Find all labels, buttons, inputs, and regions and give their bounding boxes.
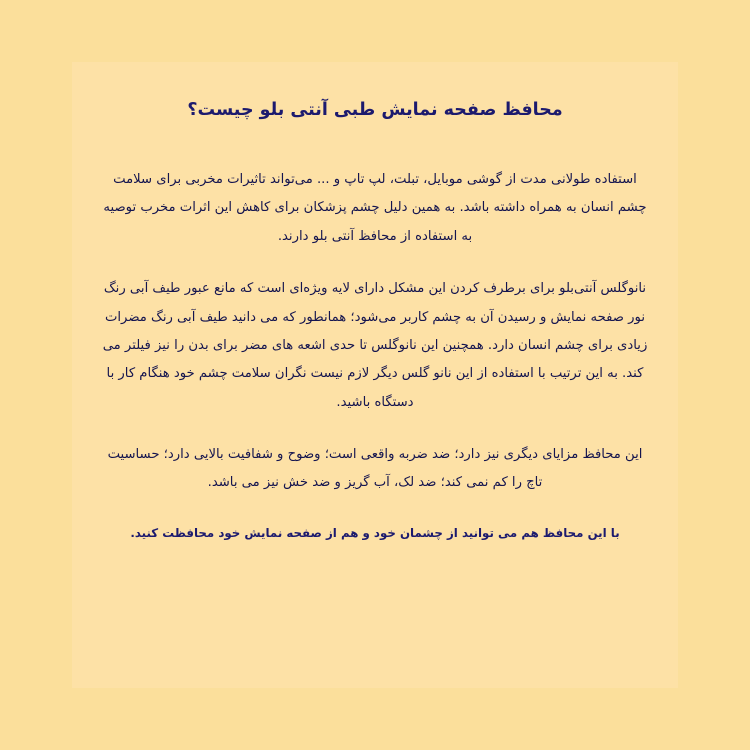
paragraph-1: استفاده طولانی مدت از گوشی موبایل، تبلت، لپ تاپ و ... می‌تواند تاثیرات مخربی برای سلامت چشم انسان به همراه داشته باشد. به همین دلیل چشم پزشکان برای کاهش این اثرات مخرب توصیه به استفاده از محافظ آنتی بلو دارند. — [103, 172, 647, 244]
page-title: محافظ صفحه نمایش طبی آنتی بلو چیست؟ — [187, 100, 563, 120]
closing-note: با این محافظ هم می توانید از چشمان خود و هم از صفحه نمایش خود محافظت کنید. — [130, 525, 620, 540]
document-body — [72, 62, 678, 544]
paragraph-3: این محافظ مزایای دیگری نیز دارد؛ ضد ضربه واقعی است؛ وضوح و شفافیت بالایی دارد؛ حساسیت تاچ را کم نمی کند؛ ضد لک، آب گریز و ضد خش نیز می باشد. — [107, 447, 643, 491]
content-card — [72, 62, 678, 688]
paragraph-2: نانوگلس آنتی‌بلو برای برطرف کردن این مشکل دارای لایه ویژه‌ای است که مانع عبور طیف آبی رنگ نور صفحه نمایش و رسیدن آن به چشم کاربر می‌شود؛ همانطور که می دانید طیف آبی رنگ مضرات زیادی برای چشم انسان دارد. همچنین این نانوگلس تا حدی اشعه های مضر برای بدن را نیز فیلتر می کند. به این ترتیب با استفاده از این نانو گلس دیگر لازم نیست نگران سلامت چشم خود هنگام کار با دستگاه باشید. — [102, 281, 648, 410]
